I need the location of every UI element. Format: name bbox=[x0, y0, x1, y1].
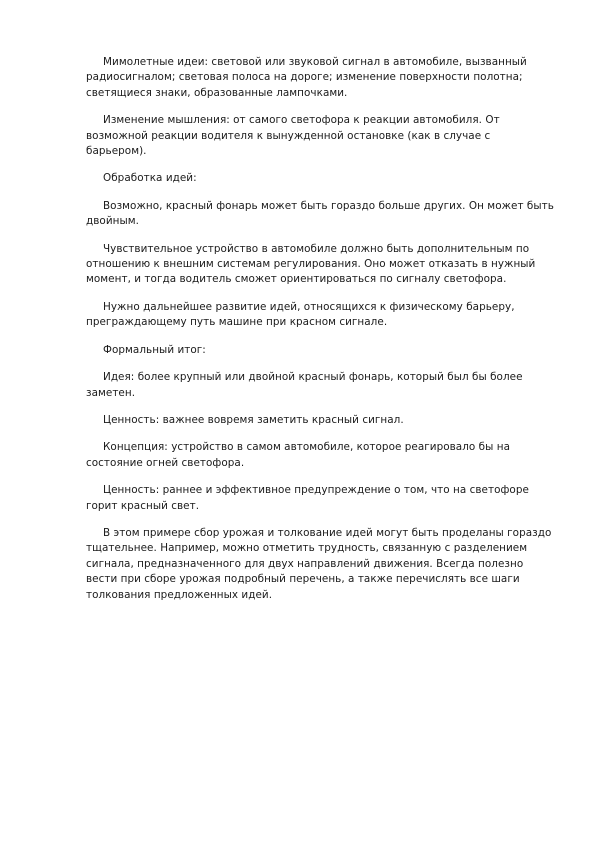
paragraph-thinking-change: Изменение мышления: от самого светофора к реакции автомобиля. От возможной реакции водителя к вынужденной остановке (как в случае с барьером). bbox=[86, 114, 500, 158]
paragraph-idea: Идея: более крупный или двойной красный фонарь, который был бы более заметен. bbox=[86, 371, 523, 399]
paragraph-red-lamp: Возможно, красный фонарь может быть гораздо больше других. Он может быть двойным. bbox=[86, 199, 554, 228]
paragraph-idea-processing-heading: Обработка идей: bbox=[103, 172, 197, 185]
paragraph-conclusion: В этом примере сбор урожая и толкование идей могут быть проделаны гораздо тщательнее. Например, можно отметить трудность, связанную с разделением сигнала, предназначенного для двух направлений движения. Всегда полезно вести при сборе урожая подробный перечень, а также перечислять все шаги толкования предложенных идей. bbox=[86, 526, 552, 601]
paragraph-formal-summary-heading: Формальный итог: bbox=[103, 343, 206, 356]
paragraph-concept: Концепция: устройство в самом автомобиле, которое реагировало бы на состояние огней светофора. bbox=[86, 441, 511, 469]
paragraph-fleeting-ideas: Мимолетные идеи: световой или звуковой сигнал в автомобиле, вызванный радиосигналом; световая полоса на дороге; изменение поверхности полотна; светящиеся знаки, образованные лампочками. bbox=[86, 56, 527, 99]
paragraph-physical-barrier: Нужно дальнейшее развитие идей, относящихся к физическому барьеру, преграждающему путь машине при красном сигнале. bbox=[86, 300, 515, 329]
paragraph-sensitive-device: Чувствительное устройство в автомобиле должно быть дополнительным по отношению к внешним системам регулирования. Оно может отказать в нужный момент, и тогда водитель сможет ориентироваться по сигналу светофора. bbox=[86, 242, 536, 286]
paragraph-value-2: Ценность: раннее и эффективное предупреждение о том, что на светофоре горит красный свет. bbox=[86, 484, 529, 512]
paragraph-value-1: Ценность: важнее вовремя заметить красный сигнал. bbox=[103, 413, 404, 426]
document-body bbox=[86, 55, 554, 615]
